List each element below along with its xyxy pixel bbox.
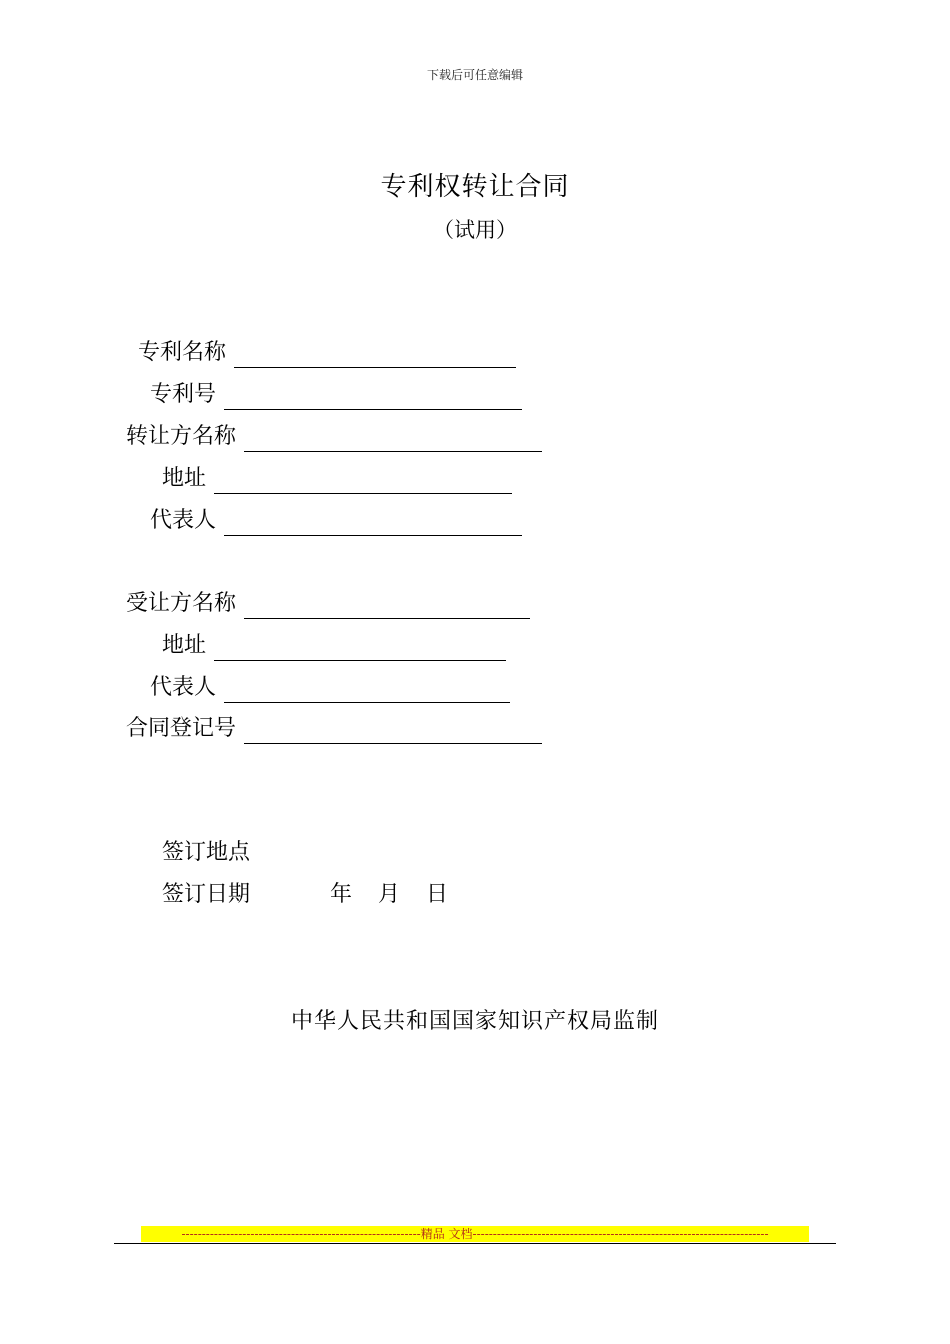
transferor-address-line (214, 471, 512, 494)
transferor-rep-line (224, 513, 522, 536)
transferee-name-label: 受让方名称 (126, 591, 237, 616)
signing-place (162, 838, 250, 868)
signing-date-label: 签订日期 (162, 882, 251, 907)
signing-place-label: 签订地点 (162, 840, 251, 865)
transferor-address-field (162, 464, 512, 494)
transferee-rep-field (150, 673, 510, 703)
transferor-address-label: 地址 (162, 466, 207, 491)
patent-number-field (150, 380, 522, 410)
issuing-authority: 中华人民共和国国家知识产权局监制 (290, 1009, 659, 1034)
signing-date (162, 880, 449, 910)
contract-reg-line (244, 721, 542, 744)
footer-dashes-left: ----------------------------------------------------------- (181, 1227, 421, 1241)
footer-dashes-right: ------------------------------------------------------------------------- (472, 1227, 769, 1241)
document-subtitle: （试用） (433, 218, 517, 242)
transferor-name-line (244, 429, 542, 452)
contract-reg-label: 合同登记号 (126, 716, 237, 741)
patent-name-field (138, 338, 516, 368)
document-title: 专利权转让合同 (380, 172, 570, 202)
header-note: 下载后可任意编辑 (426, 68, 523, 82)
year-label: 年 (330, 882, 353, 907)
patent-number-label: 专利号 (150, 382, 217, 407)
patent-name-line (234, 345, 516, 368)
footer-rule (114, 1243, 836, 1244)
contract-reg-field (126, 714, 542, 744)
transferor-rep-field (150, 506, 522, 536)
day-label: 日 (426, 882, 449, 907)
transferee-name-line (244, 596, 530, 619)
month-label: 月 (378, 882, 401, 907)
patent-number-line (224, 387, 522, 410)
transferor-rep-label: 代表人 (150, 508, 217, 533)
footer-text: 精品 文档 (420, 1227, 473, 1241)
transferor-name-label: 转让方名称 (126, 424, 237, 449)
transferee-address-label: 地址 (162, 633, 207, 658)
transferee-address-field (162, 631, 506, 661)
transferor-name-field (126, 422, 542, 452)
transferee-rep-line (224, 680, 510, 703)
footer-banner (141, 1226, 809, 1242)
transferee-rep-label: 代表人 (150, 675, 217, 700)
transferee-address-line (214, 638, 506, 661)
patent-name-label: 专利名称 (138, 340, 227, 365)
transferee-name-field (126, 589, 530, 619)
